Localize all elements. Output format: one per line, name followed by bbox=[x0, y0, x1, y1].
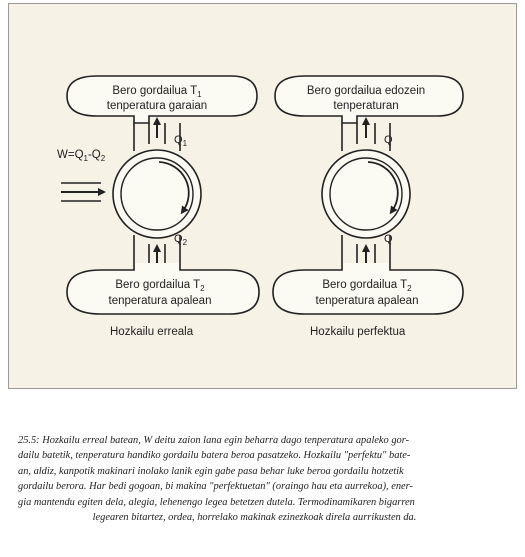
right-bottom-reservoir-line1: Bero gordailua $T_2$ bbox=[322, 279, 412, 293]
right-top-reservoir-line1: Bero gordailua edozein bbox=[306, 85, 426, 97]
right-top-reservoir-line2: tenperaturan bbox=[333, 100, 399, 112]
perfect-refrigerator bbox=[273, 76, 463, 338]
caption-line: an, aldiz, kanpotik makinari inolako lanik egin gabe pasa behar luke beroa gordailu hotzetik bbox=[18, 465, 404, 477]
caption-line: gordailu berora. Har bedi gogoan, bi makina "perfektuetan" (oraingo hau eta aurrekoa), ener- bbox=[18, 481, 413, 493]
work-label: $W=Q_1-Q_2$ bbox=[57, 149, 106, 163]
left-bottom-reservoir-line2: tenperatura apalean bbox=[108, 295, 212, 307]
left-machine-inner-ring bbox=[121, 158, 193, 230]
figure-caption bbox=[18, 433, 515, 525]
left-q-bottom-label: $Q_2$ bbox=[174, 233, 188, 247]
real-refrigerator bbox=[57, 76, 259, 338]
perfect-refrigerator-label: Hozkailu perfektua bbox=[310, 326, 406, 338]
refrigerator-diagram bbox=[9, 4, 518, 390]
caption-line: dailu batetik, tenperatura handiko gordailu batera beroa pasatzeko. Hozkailu "perfektu" bate- bbox=[18, 450, 411, 462]
left-top-reservoir-line2: tenperatura garaian bbox=[106, 100, 208, 112]
right-q-top-label: Q bbox=[384, 134, 393, 146]
right-bottom-reservoir-line2: tenperatura apalean bbox=[315, 295, 419, 307]
left-bottom-reservoir-line1: Bero gordailua $T_2$ bbox=[115, 279, 205, 293]
caption-line: gia mantendu egiten dela, alegia, lehenengo legea betetzen dutela. Termodinamikaren bigarren bbox=[18, 496, 415, 508]
caption-line: legearen bitartez, ordea, horrelako makinak ezinezkoak direla aurrikusten da. bbox=[92, 512, 417, 524]
left-top-reservoir-line1: Bero gordailua $T_1$ bbox=[112, 85, 202, 99]
left-q-top-label: $Q_1$ bbox=[174, 134, 188, 148]
right-machine-inner-ring bbox=[330, 158, 402, 230]
figure-panel bbox=[8, 3, 517, 389]
caption-line: 25.5: Hozkailu erreal batean, W deitu zaion lana egin beharra dago tenperatura apaleko gor- bbox=[18, 435, 410, 446]
right-q-bottom-label: Q bbox=[384, 233, 393, 245]
real-refrigerator-label: Hozkailu erreala bbox=[110, 326, 194, 338]
